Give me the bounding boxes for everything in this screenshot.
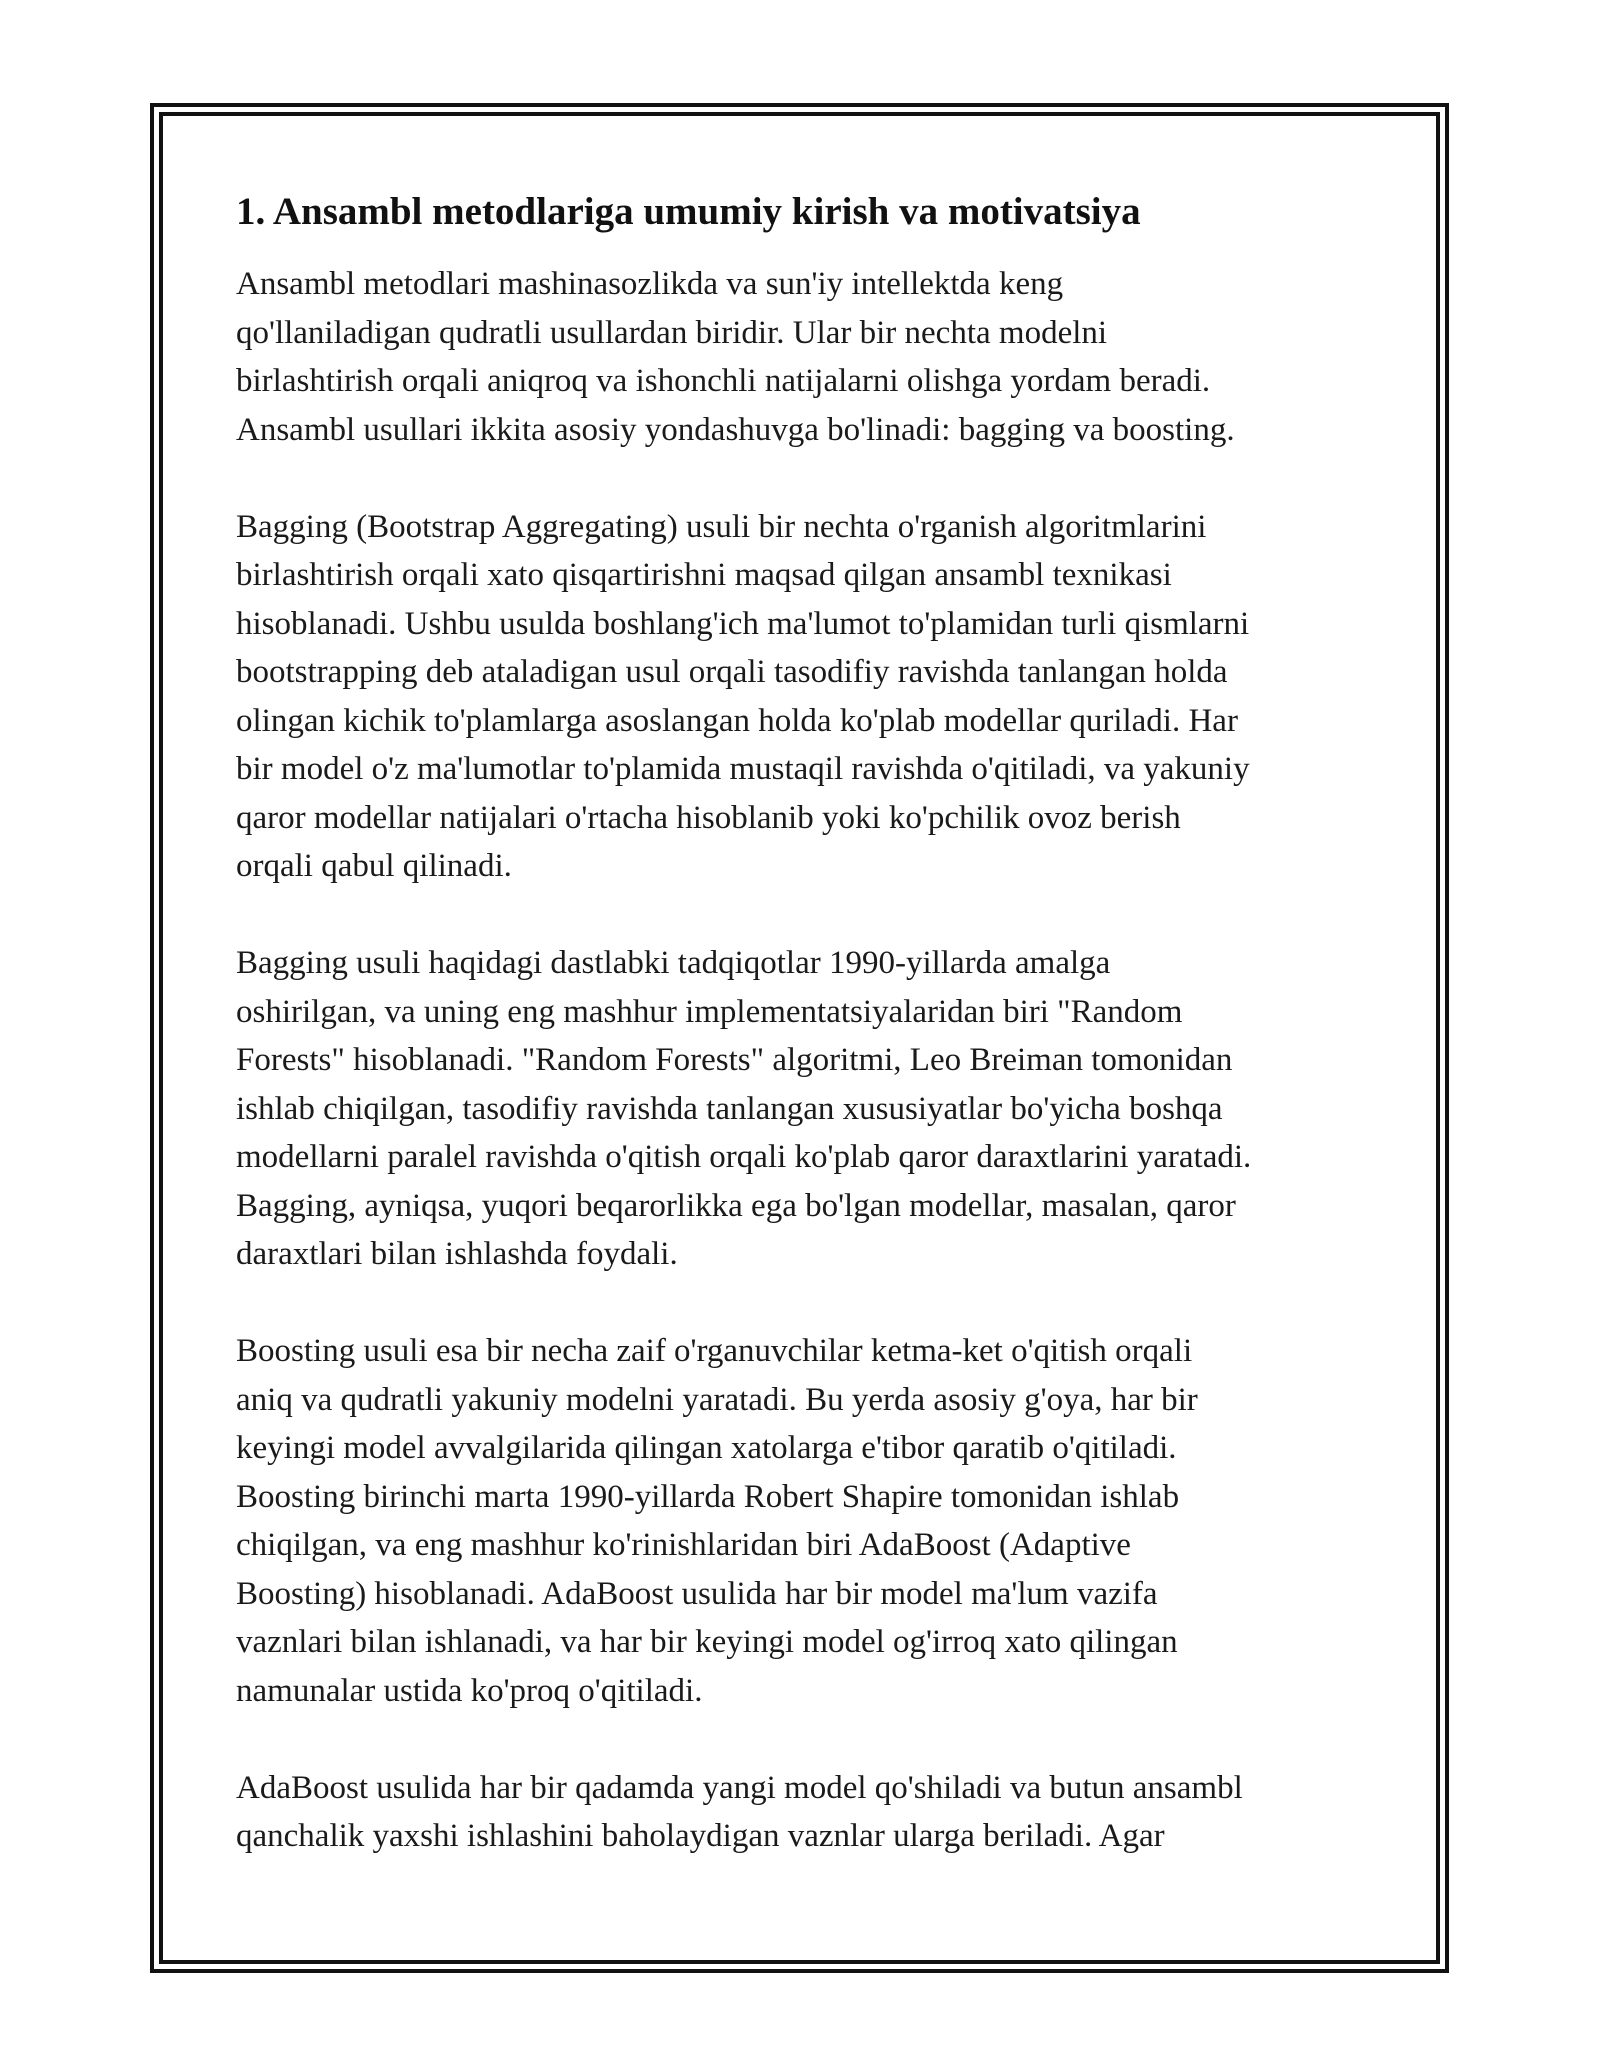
paragraph-adaboost: AdaBoost usulida har bir qadamda yangi model qo'shiladi va butun ansambl qanchalik yaxshi ishlashini baholaydigan vaznlar ularga beriladi. Agar <box>236 1769 1243 1854</box>
paragraph-boosting: Boosting usuli esa bir necha zaif o'rganuvchilar ketma-ket o'qitish orqali aniq va qudratli yakuniy modelni yaratadi. Bu yerda asosiy g'oya, har bir keyingi model avvalgilarida qilingan xatolarga e'tibor qaratib o'qitiladi. Boosting birinchi marta 1990-yillarda Robert Shapire tomonidan ishlab chiqilgan, va eng mashhur ko'rinishlaridan biri AdaBoost (Adaptive Boosting) hisoblanadi. AdaBoost usulida har bir model ma'lum vazifa vaznlari bilan ishlanadi, va har bir keyingi model og'irroq xato qilingan namunalar ustida ko'proq o'qitiladi. <box>236 1333 1198 1709</box>
paragraph-bagging: Bagging (Bootstrap Aggregating) usuli bir nechta o'rganish algoritmlarini birlashtirish orqali xato qisqartirishni maqsad qilgan ansambl texnikasi hisoblanadi. Ushbu usulda boshlang'ich ma'lumot to'plamidan turli qismlarni bootstrapping deb ataladigan usul orqali tasodifiy ravishda tanlangan holda olingan kichik to'plamlarga asoslangan holda ko'plab modellar quriladi. Har bir model o'z ma'lumotlar to'plamida mustaqil ravishda o'qitiladi, va yakuniy qaror modellar natijalari o'rtacha hisoblanib yoki ko'pchilik ovoz berish orqali qabul qilinadi. <box>236 508 1250 884</box>
document-body <box>236 186 1386 1861</box>
section-heading: 1. Ansambl metodlariga umumiy kirish va motivatsiya <box>236 190 1141 233</box>
paragraph-intro: Ansambl metodlari mashinasozlikda va sun'iy intellektda keng qo'llaniladigan qudratli usullardan biridir. Ular bir nechta modelni birlashtirish orqali aniqroq va ishonchli natijalarni olishga yordam beradi. Ansambl usullari ikkita asosiy yondashuvga bo'linadi: bagging va boosting. <box>236 266 1235 448</box>
paragraph-random-forests: Bagging usuli haqidagi dastlabki tadqiqotlar 1990-yillarda amalga oshirilgan, va uning eng mashhur implementatsiyalaridan biri "Random Forests" hisoblanadi. "Random Forests" algoritmi, Leo Breiman tomonidan ishlab chiqilgan, tasodifiy ravishda tanlangan xususiyatlar bo'yicha boshqa modellarni paralel ravishda o'qitish orqali ko'plab qaror daraxtlarini yaratadi. Bagging, ayniqsa, yuqori beqarorlikka ega bo'lgan modellar, masalan, qaror daraxtlari bilan ishlashda foydali. <box>236 945 1252 1272</box>
